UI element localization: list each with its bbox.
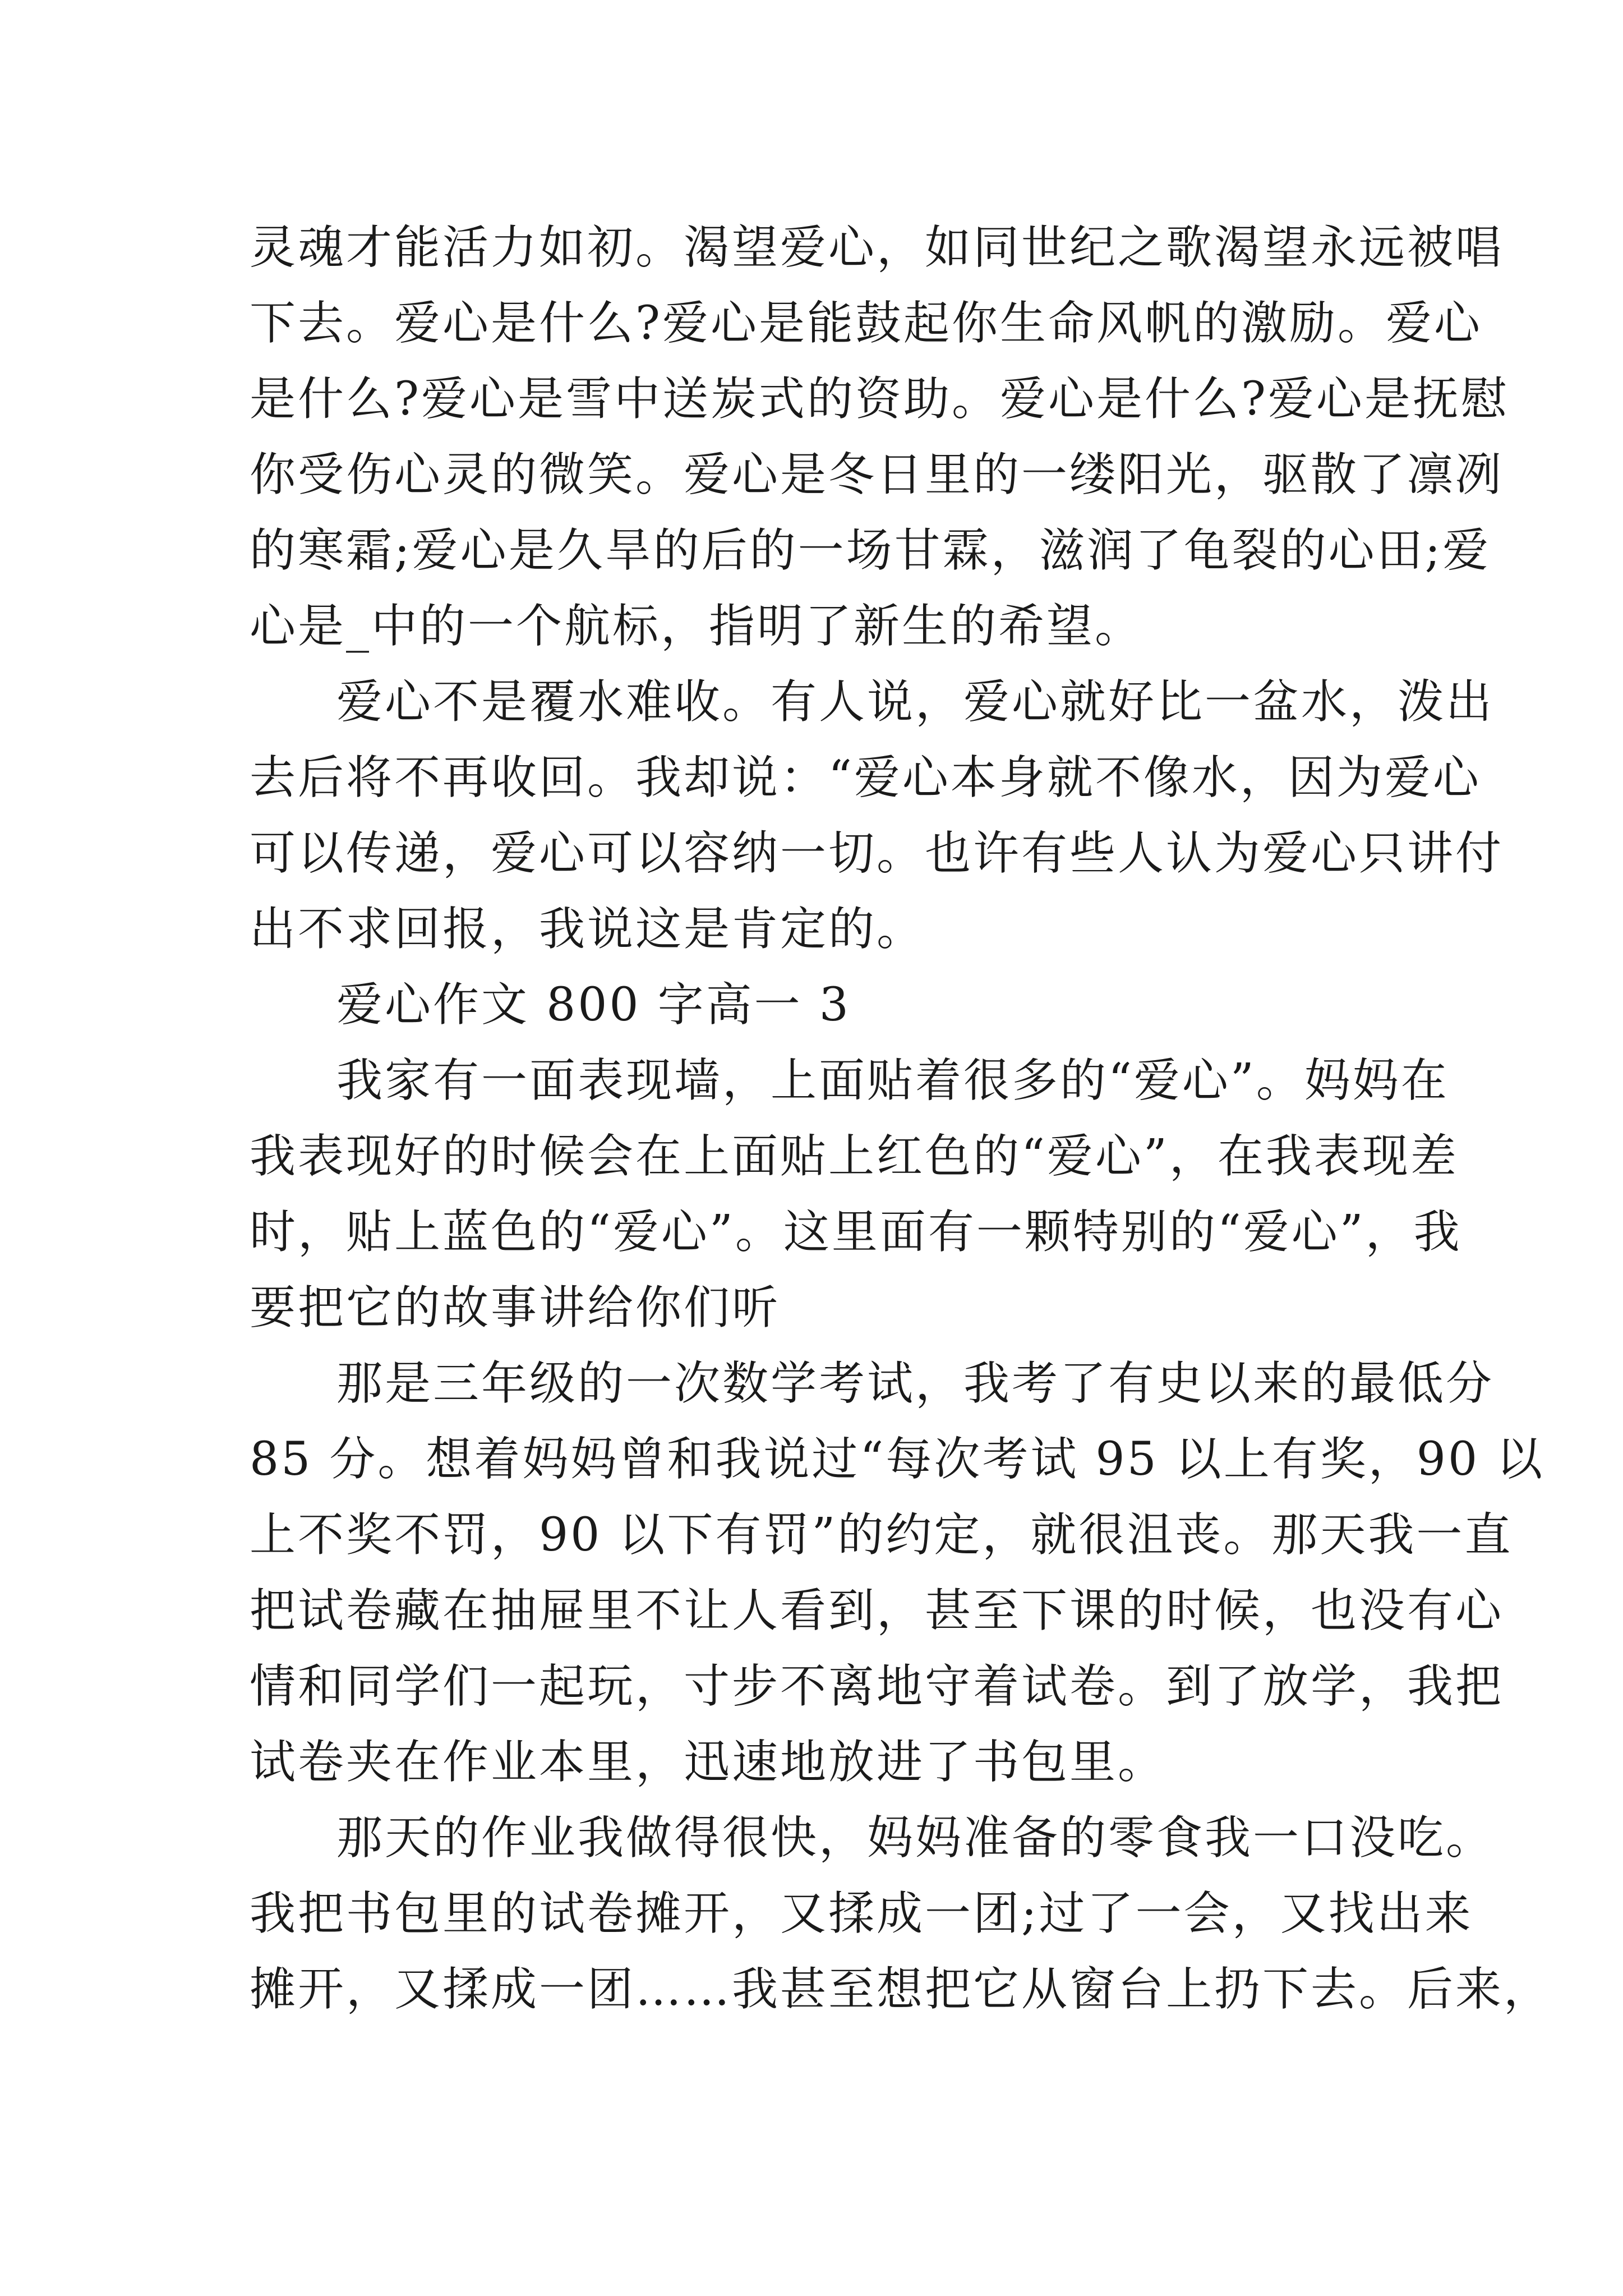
text-line: 灵魂才能活力如初。渴望爱心，如同世纪之歌渴望永远被唱 <box>250 221 1504 274</box>
section-heading: 爱心作文 800 字高一 3 <box>336 978 851 1032</box>
paragraph-first-line: 爱心不是覆水难收。有人说，爱心就好比一盆水，泼出 <box>336 675 1495 729</box>
text-line: 我表现好的时候会在上面贴上红色的“爱心”，在我表现差 <box>250 1130 1459 1183</box>
text-line: 可以传递，爱心可以容纳一切。也许有些人认为爱心只讲付 <box>250 827 1504 880</box>
text-line: 把试卷藏在抽屉里不让人看到，甚至下课的时候，也没有心 <box>250 1584 1504 1637</box>
text-line: 心是_中的一个航标，指明了新生的希望。 <box>250 600 1144 653</box>
text-line: 试卷夹在作业本里，迅速地放进了书包里。 <box>250 1736 1166 1789</box>
text-line: 摊开，又揉成一团……我甚至想把它从窗台上扔下去。后来， <box>250 1963 1552 2016</box>
text-line: 去后将不再收回。我却说：“爱心本身就不像水，因为爱心 <box>250 751 1481 804</box>
text-line: 85 分。想着妈妈曾和我说过“每次考试 95 以上有奖，90 以 <box>250 1433 1545 1486</box>
text-line: 情和同学们一起玩，寸步不离地守着试卷。到了放学，我把 <box>250 1660 1504 1713</box>
text-line: 要把它的故事讲给你们听 <box>250 1281 781 1335</box>
paragraph-first-line: 那天的作业我做得很快，妈妈准备的零食我一口没吃。 <box>336 1811 1495 1865</box>
text-line: 你受伤心灵的微笑。爱心是冬日里的一缕阳光，驱散了凛冽 <box>250 448 1504 501</box>
text-line: 出不求回报，我说这是肯定的。 <box>250 903 925 956</box>
text-line: 的寒霜;爱心是久旱的后的一场甘霖，滋润了龟裂的心田;爱 <box>250 524 1491 577</box>
paragraph-first-line: 那是三年级的一次数学考试，我考了有史以来的最低分 <box>336 1357 1495 1410</box>
text-line: 下去。爱心是什么?爱心是能鼓起你生命风帆的激励。爱心 <box>250 297 1482 350</box>
text-line: 是什么?爱心是雪中送炭式的资助。爱心是什么?爱心是抚慰 <box>250 372 1509 426</box>
text-line: 我把书包里的试卷摊开，又揉成一团;过了一会，又找出来 <box>250 1887 1473 1940</box>
text-line: 时，贴上蓝色的“爱心”。这里面有一颗特别的“爱心”，我 <box>250 1205 1462 1259</box>
paragraph-first-line: 我家有一面表现墙，上面贴着很多的“爱心”。妈妈在 <box>336 1054 1449 1107</box>
text-line: 上不奖不罚，90 以下有罚”的约定，就很沮丧。那天我一直 <box>250 1508 1513 1562</box>
